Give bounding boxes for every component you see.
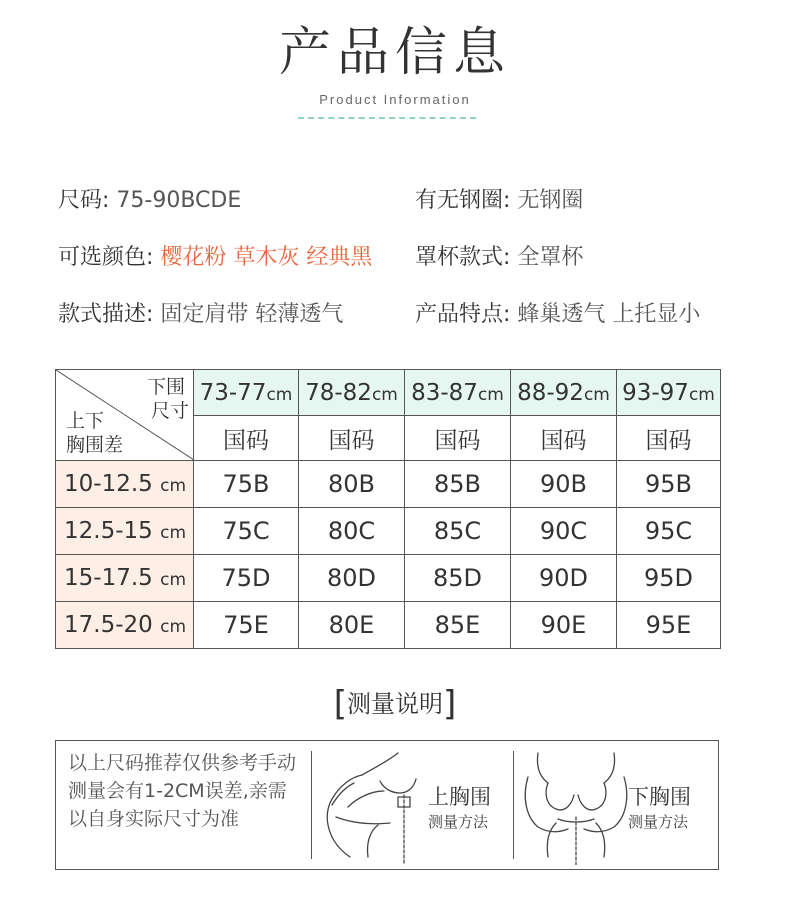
band-unit: cm [583,384,610,405]
band-value: 73-77 [199,379,267,406]
size-cell: 75E [194,602,299,649]
size-cell: 95D [617,555,721,602]
size-cell: 90E [511,602,617,649]
page-title: 产品信息 [278,23,511,83]
table-row [56,461,721,508]
lower-bust-label: 下胸围 [628,785,691,809]
diff-unit: cm [160,570,187,590]
size-cell: 80D [299,555,405,602]
size-label: 尺码: [58,188,110,213]
style-value: 固定肩带 轻薄透气 [160,302,344,327]
size-cell: 75B [194,461,299,508]
table-header-row [56,370,721,416]
page-subtitle: Product Information [319,92,471,107]
measure-note: 以上尺码推荐仅供参考手动测量会有1-2CM误差,亲需以自身实际尺寸为准 [68,752,297,830]
bracket-close: ] [443,684,457,724]
size-cell: 85D [405,555,511,602]
diff-value: 12.5-15 [64,518,153,544]
band-unit: cm [371,384,398,405]
size-cell: 80B [299,461,405,508]
guoma-header: 国码 [194,416,299,461]
size-value: 75-90BCDE [116,188,242,213]
corner-diff-label: 胸围差 [66,434,124,456]
size-cell: 95B [617,461,721,508]
feature-label: 产品特点: [415,302,511,327]
size-cell: 85C [405,508,511,555]
upper-bust-label: 上胸围 [428,785,491,809]
band-value: 88-92 [517,379,584,406]
color-value: 樱花粉 草木灰 经典黑 [160,245,373,270]
size-cell: 90D [511,555,617,602]
upper-bust-figure-icon [318,747,428,865]
corner-band-label: 下围 [146,376,185,398]
size-cell: 80E [299,602,405,649]
size-cell: 85B [405,461,511,508]
diff-unit: cm [160,476,187,496]
size-cell: 85E [405,602,511,649]
diff-value: 10-12.5 [64,471,153,497]
info-size [58,183,241,214]
band-header [194,370,299,416]
table-corner [56,370,194,461]
wire-value: 无钢圈 [517,188,584,213]
table-row [56,602,721,649]
info-style [58,297,343,328]
color-label: 可选颜色: [58,245,154,270]
diff-unit: cm [160,617,187,637]
table-row [56,555,721,602]
lower-bust-figure-icon [518,747,628,865]
corner-size-label: 尺寸 [150,400,189,422]
diff-unit: cm [160,523,187,543]
wire-label: 有无钢圈: [415,188,511,213]
size-cell: 95C [617,508,721,555]
size-cell: 75C [194,508,299,555]
size-cell: 75D [194,555,299,602]
info-feature [415,297,700,328]
diff-header [56,602,194,649]
cup-label: 罩杯款式: [415,245,511,270]
size-cell: 95E [617,602,721,649]
diff-header [56,508,194,555]
guoma-header: 国码 [617,416,721,461]
measure-title [0,684,790,724]
bracket-open: [ [333,684,347,724]
band-header [617,370,721,416]
info-cup [415,240,583,271]
feature-value: 蜂巢透气 上托显小 [517,302,701,327]
size-cell: 90C [511,508,617,555]
diff-value: 17.5-20 [64,612,153,638]
diff-header [56,555,194,602]
diff-header [56,461,194,508]
guoma-header: 国码 [299,416,405,461]
table-row [56,508,721,555]
band-header [299,370,405,416]
corner-updown-label: 上下 [66,410,105,432]
lower-bust-sub: 测量方法 [628,813,689,831]
size-table [55,369,721,649]
band-header [511,370,617,416]
size-cell: 90B [511,461,617,508]
band-unit: cm [266,384,293,405]
upper-bust-sub: 测量方法 [428,813,489,831]
cup-value: 全罩杯 [517,245,584,270]
measure-box [55,740,719,870]
band-header [405,370,511,416]
divider [311,751,312,859]
subtitle-divider [298,117,476,119]
divider [513,751,514,859]
size-cell: 80C [299,508,405,555]
info-color [58,240,372,271]
style-label: 款式描述: [58,302,154,327]
band-unit: cm [688,384,715,405]
diff-value: 15-17.5 [64,565,153,591]
band-value: 83-87 [411,379,478,406]
band-value: 78-82 [305,379,372,406]
band-value: 93-97 [622,379,689,406]
guoma-header: 国码 [405,416,511,461]
info-wire [415,183,583,214]
measure-title-text: 测量说明 [347,690,443,718]
band-unit: cm [477,384,504,405]
guoma-header: 国码 [511,416,617,461]
